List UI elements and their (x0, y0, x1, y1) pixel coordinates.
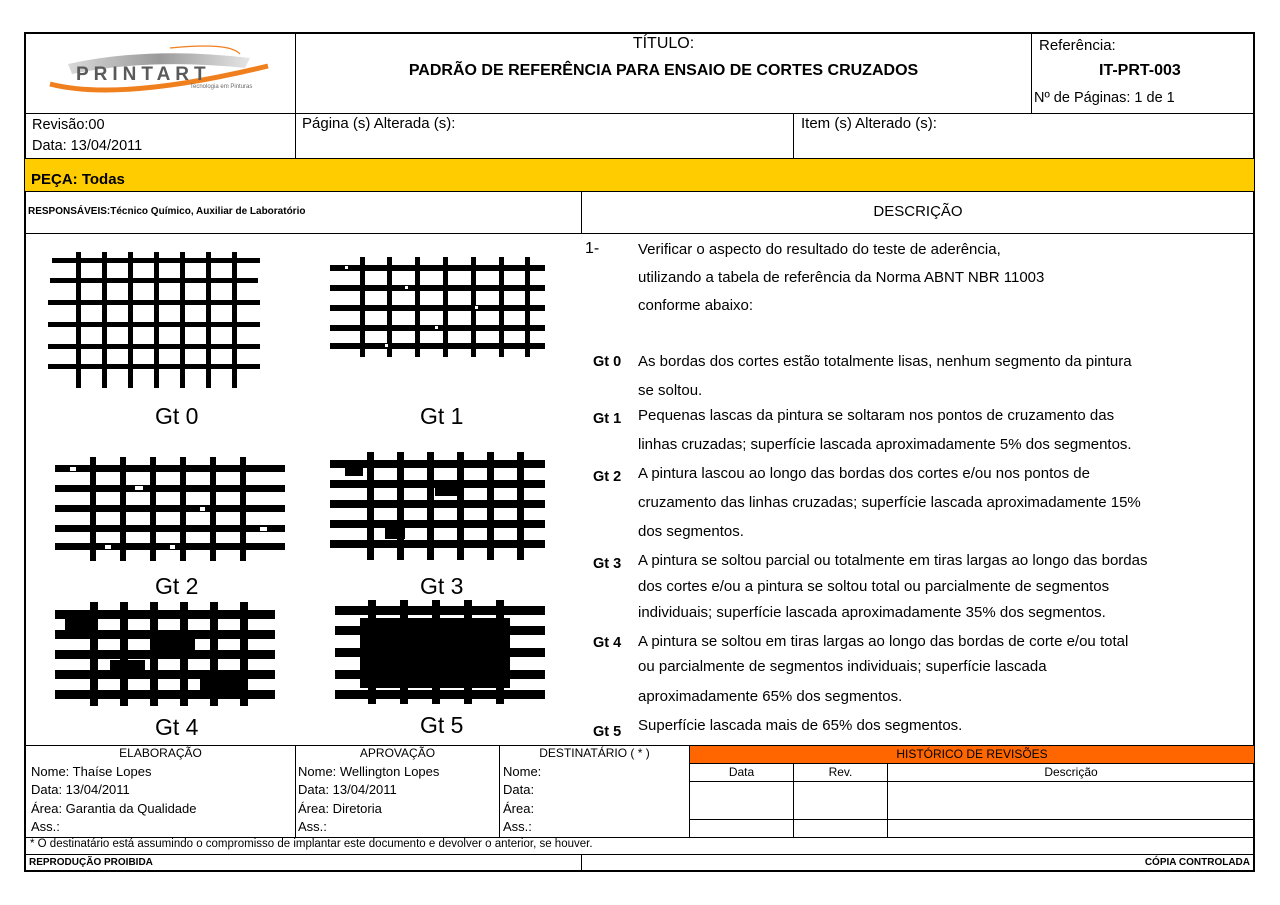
figure-label-gt2: Gt 2 (155, 573, 199, 599)
grade-text: aproximadamente 65% dos segmentos. (638, 688, 903, 705)
responsibles: RESPONSÁVEIS:Técnico Químico, Auxiliar de Laboratório (28, 206, 306, 217)
grade-text: A pintura se soltou parcial ou totalmente em tiras largas ao longo das bordas (638, 552, 1148, 569)
divider (1031, 33, 1032, 113)
title-label: TÍTULO: (632, 35, 695, 52)
approval-header: APROVAÇÃO (359, 746, 436, 760)
grade-code: Gt 3 (593, 556, 622, 572)
description-header: DESCRIÇÃO (873, 203, 963, 220)
recipient-header: DESTINATÁRIO ( * ) (539, 746, 650, 760)
grade-code: Gt 4 (593, 635, 622, 651)
grade-text: dos segmentos. (638, 523, 744, 540)
grade-text: Pequenas lascas da pintura se soltaram nos pontos de cruzamento das (638, 407, 1115, 424)
figure-label-gt1: Gt 1 (420, 403, 464, 429)
divider (690, 819, 1254, 820)
recipient-date: Data: (503, 782, 535, 797)
divider (25, 113, 1254, 114)
elaboration-date: Data: 13/04/2011 (31, 782, 130, 797)
divider (581, 854, 582, 871)
history-col-rev: Rev. (828, 765, 853, 779)
reproduction-notice: REPRODUÇÃO PROIBIDA (29, 857, 153, 868)
reference-label: Referência: (1039, 37, 1116, 54)
gt3-grid-image (325, 450, 550, 565)
grade-text: se soltou. (638, 382, 703, 399)
history-header: HISTÓRICO DE REVISÕES (896, 747, 1048, 761)
recipient-note: * O destinatário está assumindo o compromisso de implantar este documento e devolver o anterior, se houver. (30, 838, 593, 850)
company-logo (40, 44, 280, 100)
intro-line: Verificar o aspecto do resultado do teste de aderência, (638, 241, 1001, 258)
gt0-grid-image (40, 248, 270, 393)
grade-text: linhas cruzadas; superfície lascada aproximadamente 5% dos segmentos. (638, 436, 1132, 453)
figure-label-gt3: Gt 3 (420, 573, 464, 599)
grade-text: ou parcialmente de segmentos individuais; superfície lascada (638, 658, 1047, 675)
logo-tagline: Tecnologia em Pinturas (190, 84, 253, 90)
gt5-grid-image (330, 598, 550, 708)
gt1-grid-image (325, 255, 550, 360)
grade-text: individuais; superfície lascada aproximadamente 35% dos segmentos. (638, 604, 1106, 621)
grade-text: Superfície lascada mais de 65% dos segmentos. (638, 717, 963, 734)
grade-text: A pintura lascou ao longo das bordas dos cortes e/ou nos pontos de (638, 465, 1090, 482)
grade-code: Gt 1 (593, 411, 622, 427)
grade-text: cruzamento das linhas cruzadas; superfície lascada aproximadamente 15% (638, 494, 1141, 511)
divider (793, 113, 794, 158)
history-col-desc: Descrição (1044, 765, 1098, 779)
page-title: PADRÃO DE REFERÊNCIA PARA ENSAIO DE CORTES CRUZADOS (408, 62, 919, 79)
grade-text: A pintura se soltou em tiras largas ao longo das bordas de corte e/ou total (638, 633, 1129, 650)
history-col-date: Data (728, 765, 755, 779)
elaboration-header: ELABORAÇÃO (119, 746, 202, 760)
step-number: 1- (585, 240, 600, 257)
reference-code: IT-PRT-003 (1099, 62, 1181, 79)
pages-changed-label: Página (s) Alterada (s): (302, 115, 456, 132)
approval-signature: Ass.: (298, 819, 327, 834)
grade-text: As bordas dos cortes estão totalmente lisas, nenhum segmento da pintura (638, 353, 1132, 370)
elaboration-area: Área: Garantia da Qualidade (31, 801, 197, 816)
controlled-copy-notice: CÓPIA CONTROLADA (1144, 857, 1250, 868)
elaboration-signature: Ass.: (31, 819, 60, 834)
piece-label: PEÇA: Todas (31, 171, 125, 188)
divider (25, 854, 1254, 855)
divider (25, 233, 1254, 234)
logo-text: PRINTART (76, 64, 211, 85)
items-changed-label: Item (s) Alterado (s): (801, 115, 937, 132)
grade-code: Gt 0 (593, 354, 622, 370)
revision-number: Revisão:00 (32, 117, 105, 133)
approval-area: Área: Diretoria (298, 801, 382, 816)
figure-label-gt4: Gt 4 (155, 714, 199, 740)
recipient-name: Nome: (503, 764, 542, 779)
figure-label-gt5: Gt 5 (420, 712, 464, 738)
intro-line: utilizando a tabela de referência da Norma ABNT NBR 11003 (638, 269, 1045, 286)
divider (690, 763, 1254, 764)
grade-code: Gt 5 (593, 724, 622, 740)
page-count: Nº de Páginas: 1 de 1 (1034, 90, 1175, 106)
intro-line: conforme abaixo: (638, 297, 754, 314)
gt4-grid-image (50, 600, 280, 710)
approval-name: Nome: Wellington Lopes (298, 764, 440, 779)
divider (690, 781, 1254, 782)
grade-code: Gt 2 (593, 469, 622, 485)
recipient-area: Área: (503, 801, 535, 816)
grade-text: dos cortes e/ou a pintura se soltou total ou parcialmente de segmentos (638, 578, 1110, 595)
figure-label-gt0: Gt 0 (155, 403, 199, 429)
elaboration-name: Nome: Thaíse Lopes (31, 764, 152, 779)
revision-date: Data: 13/04/2011 (32, 138, 143, 154)
piece-bar (25, 158, 1254, 192)
recipient-signature: Ass.: (503, 819, 532, 834)
gt2-grid-image (50, 455, 290, 565)
approval-date: Data: 13/04/2011 (298, 782, 397, 797)
